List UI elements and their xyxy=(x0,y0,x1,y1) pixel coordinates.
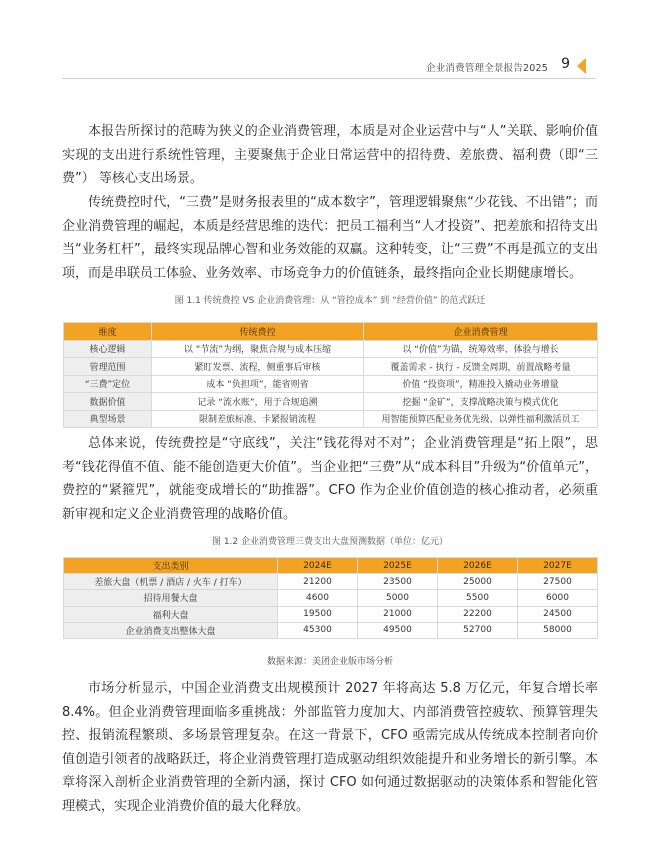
table-row xyxy=(64,375,598,393)
table-header-cell: 2026E xyxy=(438,558,518,574)
table-cell: 19500 xyxy=(278,606,358,622)
table-header-cell: 支出类别 xyxy=(64,558,278,574)
table-cell: 以 “价值”为锚，统筹效率、体验与增长 xyxy=(364,340,598,358)
table-row xyxy=(64,606,598,622)
figure-caption-2: 图 1.2 企业消费管理三费支出大盘预测数据（单位：亿元） xyxy=(211,537,449,547)
table-cell: 以 “节流”为纲，聚焦合规与成本压缩 xyxy=(152,340,364,358)
table-cell: 5500 xyxy=(438,590,518,606)
table-header-cell: 2024E xyxy=(278,558,358,574)
table-row xyxy=(64,340,598,358)
table-cell: 挖掘 “金矿”，支撑战略决策与模式优化 xyxy=(364,393,598,411)
report-title: 企业消费管理全景报告2025 xyxy=(426,63,548,74)
table-cell: 4600 xyxy=(278,590,358,606)
row-label: 核心逻辑 xyxy=(64,340,152,358)
table-cell: 21200 xyxy=(278,574,358,590)
table-cell: 22200 xyxy=(438,606,518,622)
table-row xyxy=(64,590,598,606)
paragraph-evolution: 传统费控时代，“三费”是财务报表里的“成本数字”，管理逻辑聚焦“少花钱、不出错”；而企业消费管理的崛起，本质是经营思维的迭代：把员工福利当“人才投资”、把差旅和招待支出当“业务杠杆”，最终实现品牌心智和业务效能的双赢。这种转变，让“三费”不再是孤立的支出项，而是串联员工体验、业务效率、市场竞争力的价值链条，最终指向企业长期健康增长。 xyxy=(62,195,598,281)
table-cell: 49500 xyxy=(358,622,438,638)
row-label: 数据价值 xyxy=(64,393,152,411)
table-cell: 覆盖需求 - 执行 - 反馈全周期，前置战略考量 xyxy=(364,358,598,376)
table-cell: 紧盯发票、流程，侧重事后审核 xyxy=(152,358,364,376)
table-cell: 58000 xyxy=(518,622,598,638)
table-cell: 25000 xyxy=(438,574,518,590)
paragraph-summary: 总体来说，传统费控是“守底线”，关注“钱花得对不对”；企业消费管理是“拓上限”，思考“钱花得值不值、能不能创造更大价值”。当企业把“三费”从“成本科目”升级为“价值单元”，费控的“紧箍咒”，就能变成增长的“助推器”。CFO 作为企业价值创造的核心推动者，必须重新审视和定义企业消费管理的战略价值。 xyxy=(62,436,598,522)
table-cell: 52700 xyxy=(438,622,518,638)
table-row xyxy=(64,622,598,638)
table-header-cell: 2025E xyxy=(358,558,438,574)
table-cell: 5000 xyxy=(358,590,438,606)
table-cell: 用智能预算匹配业务优先级、以弹性福利激活员工 xyxy=(364,410,598,428)
figure-caption-1: 图 1.1 传统费控 VS 企业消费管理：从 “管控成本” 到 “经营价值” 的范式跃迁 xyxy=(174,296,486,306)
row-label: 招待用餐大盘 xyxy=(64,590,278,606)
table-cell: 限制差旅标准、卡紧报销流程 xyxy=(152,410,364,428)
table-row xyxy=(64,358,598,376)
table-header-cell: 企业消费管理 xyxy=(364,323,598,341)
table-header-cell: 维度 xyxy=(64,323,152,341)
page-marker-triangle-icon xyxy=(577,58,586,74)
paragraph-scope: 本报告所探讨的范畴为狭义的企业消费管理，本质是对企业运营中与“人”关联、影响价值实现的支出进行系统性管理，主要聚焦于企业日常运营中的招待费、差旅费、福利费（即“三费”） 等核心支出场景。 xyxy=(62,124,598,186)
row-label: 福利大盘 xyxy=(64,606,278,622)
table-row xyxy=(64,574,598,590)
comparison-table xyxy=(63,322,598,428)
table-cell: 价值 “投资项”，精准投入撬动业务增量 xyxy=(364,375,598,393)
data-source-note: 数据来源：美团企业版市场分析 xyxy=(266,657,393,667)
table-header-row xyxy=(64,323,598,341)
table-cell: 6000 xyxy=(518,590,598,606)
row-label: “三费”定位 xyxy=(64,375,152,393)
table-row xyxy=(64,393,598,411)
row-label: 管理范围 xyxy=(64,358,152,376)
row-label: 企业消费支出整体大盘 xyxy=(64,622,278,638)
row-label: 典型场景 xyxy=(64,410,152,428)
table-header-row xyxy=(64,558,598,574)
table-cell: 21000 xyxy=(358,606,438,622)
table-cell: 45300 xyxy=(278,622,358,638)
table-header-cell: 传统费控 xyxy=(152,323,364,341)
table-cell: 23500 xyxy=(358,574,438,590)
table-cell: 27500 xyxy=(518,574,598,590)
table-cell: 成本 “负担项”，能省则省 xyxy=(152,375,364,393)
row-label: 差旅大盘（机票 / 酒店 / 火车 / 打车） xyxy=(64,574,278,590)
header-divider xyxy=(62,78,596,79)
page-header xyxy=(62,58,596,76)
table-cell: 24500 xyxy=(518,606,598,622)
table-row xyxy=(64,410,598,428)
page-number: 9 xyxy=(561,56,570,72)
forecast-table xyxy=(63,557,598,639)
paragraph-market: 市场分析显示，中国企业消费支出规模预计 2027 年将高达 5.8 万亿元，年复合增长率 8.4%。但企业消费管理面临多重挑战：外部监管力度加大、内部消费管控疲软、预算管理失控、报销流程繁琐、多场景管理复杂。在这一背景下，CFO 亟需完成从传统成本控制者向价值创造引领者的战略跃迁，将企业消费管理打造成驱动组织效能提升和业务增长的新引擎。本章将深入剖析企业消费管理的全新内涵，探讨 CFO 如何通过数据驱动的决策体系和智能化管理模式，实现企业消费价值的最大化释放。 xyxy=(62,681,598,814)
table-cell: 记录 “流水账”，用于合规追溯 xyxy=(152,393,364,411)
table-header-cell: 2027E xyxy=(518,558,598,574)
